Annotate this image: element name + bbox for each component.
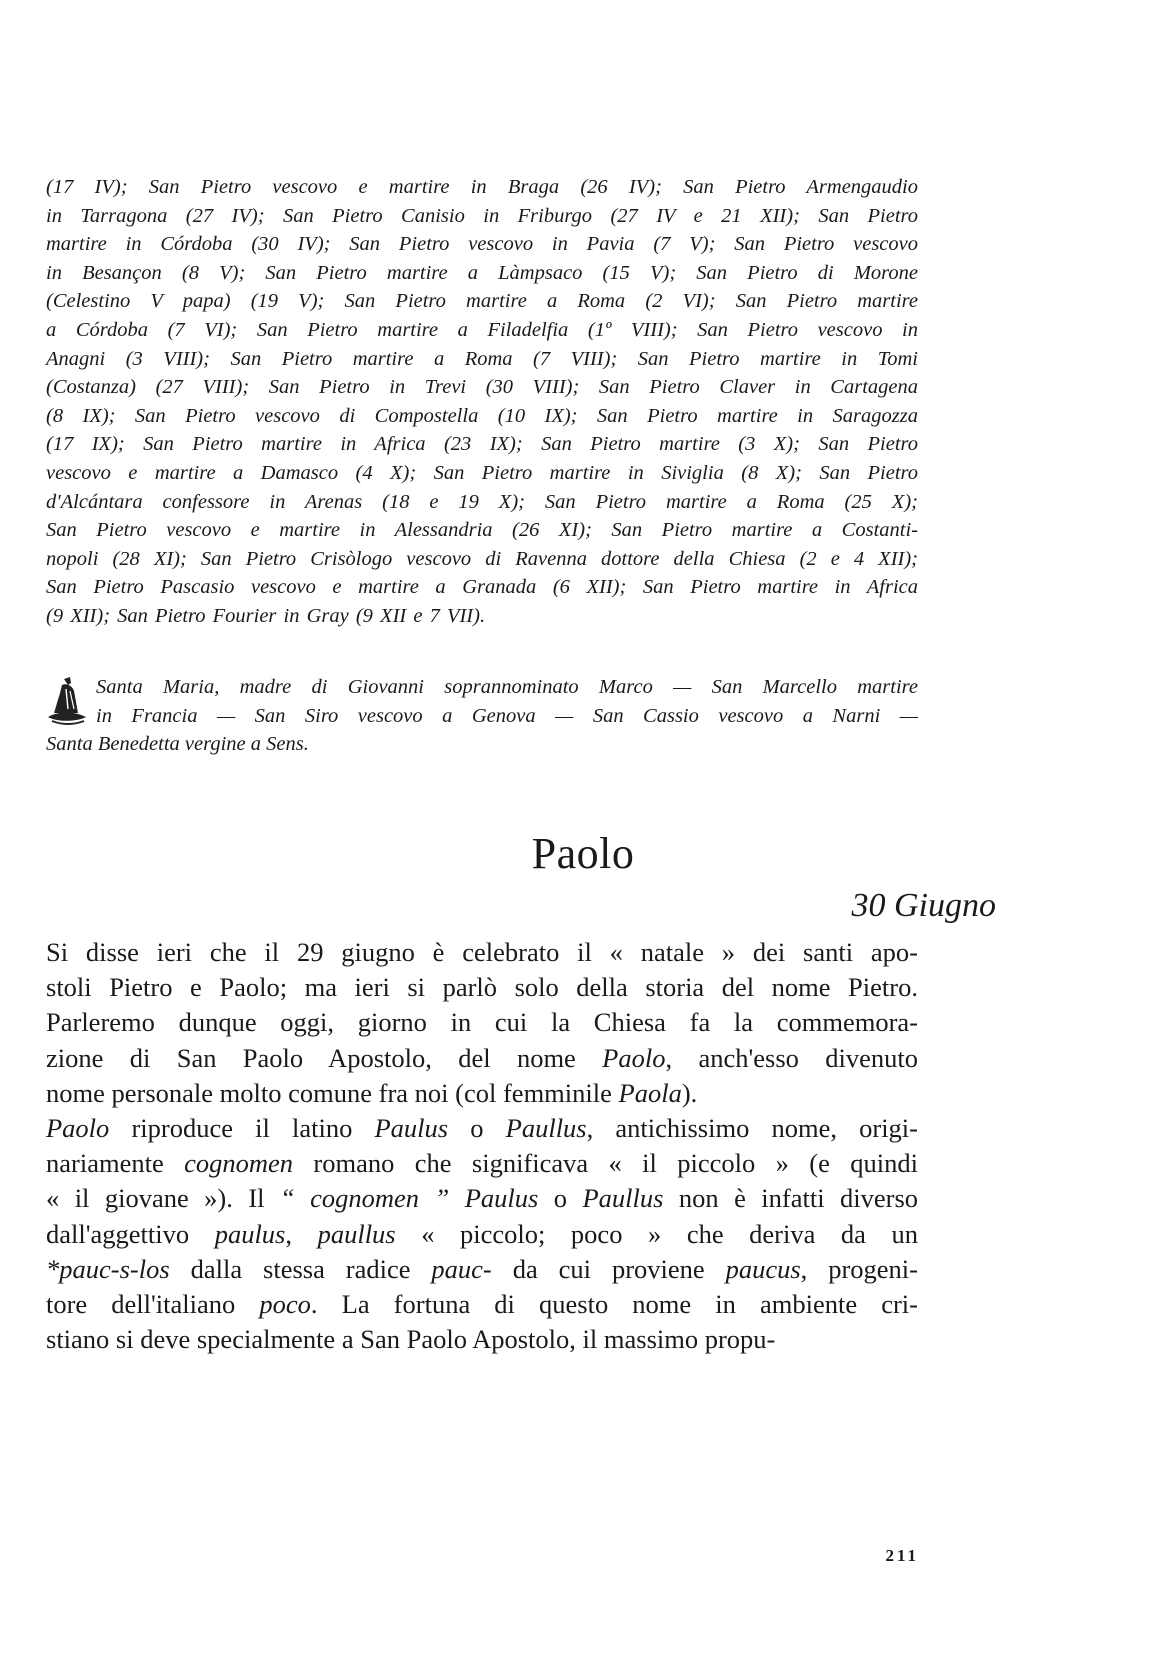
body-line — [46, 1287, 918, 1322]
body-text-segment: « il giovane »). Il — [46, 1183, 280, 1214]
saints-list-line: Anagni (3 VIII); San Pietro martire a Roma (7 VIII); San Pietro martire in Tomi — [46, 347, 918, 370]
body-text-segment: da cui proviene — [491, 1253, 726, 1284]
page-number: 211 — [885, 1546, 919, 1565]
italic-term: Paola — [618, 1077, 682, 1108]
saints-list-line: a Córdoba (7 VI); San Pietro martire a Filadelfia (1º VIII); San Pietro vescovo in — [46, 318, 918, 341]
memorial-line: Santa Maria, madre di Giovanni soprannominato Marco — San Marcello martire — [96, 676, 918, 698]
body-line — [46, 1181, 918, 1216]
body-text-segment — [449, 1183, 464, 1213]
body-text-segment: Parleremo dunque oggi, giorno in cui la Chiesa fa la commemora- — [46, 1007, 918, 1038]
italic-term: Paullus — [582, 1183, 664, 1214]
saints-list-line: (9 XII); San Pietro Fourier in Gray (9 XII e 7 VII). — [46, 604, 486, 627]
italic-term: Paolo — [46, 1113, 110, 1144]
saints-list-line: d'Alcántara confessore in Arenas (18 e 19 X); San Pietro martire a Roma (25 X); — [46, 490, 918, 513]
body-text-segment: stiano si deve specialmente a San Paolo Apostolo, il massimo propu- — [46, 1324, 776, 1355]
body-line — [46, 1076, 918, 1111]
body-text-segment: , progeni- — [800, 1253, 918, 1284]
italic-term: Paulus — [374, 1113, 449, 1144]
body-text-segment: nariamente — [46, 1148, 185, 1179]
body-text-segment: Si disse ieri che il 29 giugno è celebrato il « natale » dei santi apo- — [46, 937, 918, 967]
monk-figure-icon — [44, 673, 90, 729]
saints-list-paragraph — [46, 173, 918, 631]
italic-term: “ cognomen ” — [279, 1183, 450, 1214]
saints-list-line: in Tarragona (27 IV); San Pietro Canisio in Friburgo (27 IV e 21 XII); San Pietro — [46, 204, 918, 227]
saints-list-line: San Pietro vescovo e martire in Alessandria (26 XI); San Pietro martire a Costanti- — [46, 519, 918, 542]
body-text-segment: riproduce il latino — [109, 1113, 375, 1144]
body-line — [46, 1111, 918, 1146]
body-text-segment: romano che significava « il piccolo » (e quindi — [293, 1148, 918, 1179]
saints-list-line: (Celestino V papa) (19 V); San Pietro martire a Roma (2 VI); San Pietro martire — [46, 290, 918, 313]
memorial-line: Santa Benedetta vergine a Sens. — [46, 733, 309, 756]
italic-term: paullus — [317, 1218, 396, 1249]
body-text-segment: « piccolo; poco » che deriva da un — [395, 1218, 919, 1249]
body-line — [46, 935, 918, 970]
memorial-line: in Francia — San Siro vescovo a Genova — San Cassio vescovo a Narni — — [96, 704, 918, 727]
body-text-segment: zione di San Paolo Apostolo, del nome — [46, 1042, 603, 1073]
section-title: Paolo — [531, 829, 635, 878]
italic-term: Paulus — [464, 1183, 539, 1214]
italic-term: *pauc-s-los — [46, 1253, 170, 1284]
body-line — [46, 1005, 918, 1040]
body-text-segment: ). — [681, 1077, 698, 1108]
body-line — [46, 1252, 918, 1287]
body-line — [46, 1217, 918, 1252]
body-line — [46, 970, 918, 1005]
italic-term: paucus — [725, 1253, 801, 1284]
saints-list-line: San Pietro Pascasio vescovo e martire a Granada (6 XII); San Pietro martire in Africa — [46, 576, 918, 599]
body-text-segment: non è infatti diverso — [663, 1183, 919, 1214]
italic-term: paulus — [214, 1218, 286, 1249]
body-text-segment: tore dell'italiano — [46, 1289, 260, 1320]
italic-term: poco — [259, 1289, 311, 1320]
italic-term: pauc- — [431, 1253, 492, 1284]
body-text-segment: , anch'esso divenuto — [665, 1042, 918, 1073]
body-text-segment: , — [285, 1218, 318, 1249]
saints-list-line: (17 IX); San Pietro martire in Africa (23 IX); San Pietro martire (3 X); San Pietro — [46, 433, 918, 456]
body-text-segment: o — [538, 1183, 583, 1214]
body-paragraph — [46, 935, 918, 1357]
body-text-segment: , antichissimo nome, origi- — [586, 1113, 918, 1144]
saints-list-line: martire in Córdoba (30 IV); San Pietro vescovo in Pavia (7 V); San Pietro vescovo — [46, 233, 918, 256]
saints-list-line: (17 IV); San Pietro vescovo e martire in Braga (26 IV); San Pietro Armengaudio — [46, 176, 918, 198]
body-text-segment: stoli Pietro e Paolo; ma ieri si parlò solo della storia del nome Pietro. — [46, 972, 918, 1003]
saints-list-line: nopoli (28 XI); San Pietro Crisòlogo vescovo di Ravenna dottore della Chiesa (2 e 4 XII); — [46, 547, 918, 570]
saints-list-line: (8 IX); San Pietro vescovo di Compostella (10 IX); San Pietro martire in Saragozza — [46, 404, 918, 427]
body-text-segment: o — [448, 1113, 506, 1144]
saints-list-line: (Costanza) (27 VIII); San Pietro in Trevi (30 VIII); San Pietro Claver in Cartagena — [46, 376, 918, 399]
italic-term: Paolo — [602, 1042, 666, 1073]
body-text-segment: dall'aggettivo — [46, 1218, 215, 1249]
body-text-segment: nome personale molto comune fra noi (col femminile — [46, 1077, 619, 1108]
saints-list-line: in Besançon (8 V); San Pietro martire a Làmpsaco (15 V); San Pietro di Morone — [46, 261, 918, 284]
body-line — [46, 1146, 918, 1181]
saints-list-line: vescovo e martire a Damasco (4 X); San Pietro martire in Siviglia (8 X); San Pietro — [46, 461, 918, 484]
italic-term: cognomen — [184, 1148, 294, 1179]
italic-term: Paullus — [505, 1113, 587, 1144]
memorial-paragraph — [46, 673, 918, 759]
body-text-segment: dalla stessa radice — [169, 1253, 432, 1284]
body-line — [46, 1322, 918, 1357]
section-date: 30 Giugno — [851, 887, 996, 924]
body-text-segment: . La fortuna di questo nome in ambiente cri- — [310, 1289, 918, 1320]
body-line — [46, 1041, 918, 1076]
